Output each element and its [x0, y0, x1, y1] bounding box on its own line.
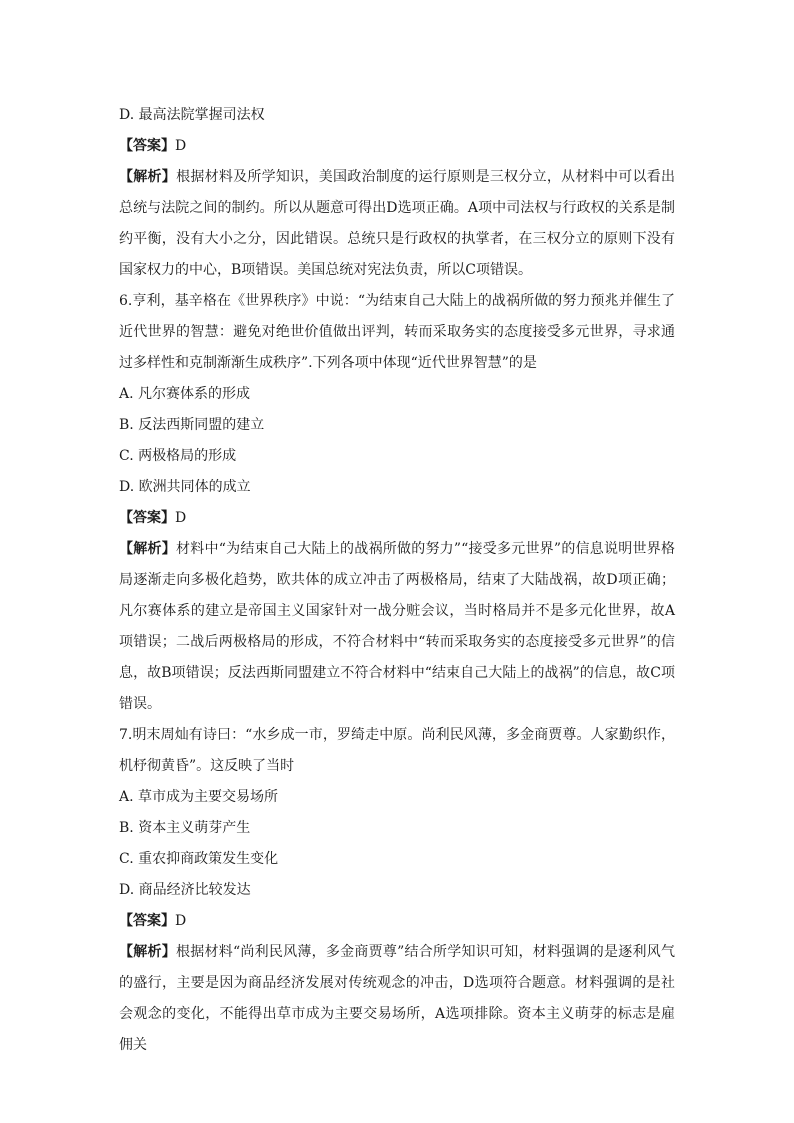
analysis-text: 根据材料及所学知识，美国政治制度的运行原则是三权分立，从材料中可以看出总统与法院之间的制约。所以从题意可得出D选项正确。A项中司法权与行政权的关系是制约平衡，没有大小之分，因此错误。总统只是行政权的执掌者，在三权分立的原则下没有国家权力的中心，B项错误。美国总统对宪法负责，所以C项错误。	[119, 169, 676, 278]
q6-stem: 6.亨利，基辛格在《世界秩序》中说：“为结束自己大陆上的战祸所做的努力预兆并催生了近代世界的智慧：避免对绝世价值做出评判，转而采取务实的态度接受多元世界，寻求通过多样性和克制渐渐生成秩序”.下列各项中体现“近代世界智慧”的是	[119, 293, 675, 371]
answer-tag: 【答案】	[119, 913, 175, 929]
answer-value: D	[175, 138, 187, 154]
prev-question-option-d: D. 最高法院掌握司法权	[119, 107, 265, 123]
analysis-text: 材料中“为结束自己大陆上的战祸所做的努力”“接受多元世界”的信息说明世界格局逐渐走向多极化趋势，欧共体的成立冲击了两极格局，结束了大陆战祸，故D项正确；凡尔赛体系的建立是帝国主义国家针对一战分赃会议，当时格局并不是多元化世界，故A项错误；二战后两极格局的形成，不符合材料中“转而采取务实的态度接受多元世界”的信息，故B项错误；反法西斯同盟建立不符合材料中“结束自己大陆上的战祸”的信息，故C项错误。	[119, 541, 675, 712]
q7-option-a: A. 草市成为主要交易场所	[119, 789, 279, 805]
q7-analysis	[119, 937, 675, 1061]
q7-option-c: C. 重农抑商政策发生变化	[119, 851, 279, 867]
analysis-text: 根据材料“尚利民风薄，多金商贾尊”结合所学知识可知，材料强调的是逐利风气的盛行，主要是因为商品经济发展对传统观念的冲击，D选项符合题意。材料强调的是社会观念的变化，不能得出草市成为主要交易场所，A选项排除。资本主义萌芽的标志是雇佣关	[119, 944, 676, 1053]
q7-stem: 7.明末周灿有诗曰：“水乡成一市，罗绮走中原。尚利民风薄，多金商贾尊。人家勤织作，机杼彻黄昏”。这反映了当时	[119, 727, 675, 774]
document-page	[119, 100, 675, 1061]
answer-value: D	[175, 510, 187, 526]
q6-option-a: A. 凡尔赛体系的形成	[119, 386, 251, 402]
analysis-tag: 【解析】	[119, 944, 176, 960]
q5-answer	[119, 131, 675, 162]
analysis-tag: 【解析】	[119, 541, 176, 557]
q6-option-c: C. 两极格局的形成	[119, 448, 237, 464]
q6-answer	[119, 503, 675, 534]
q6-option-d: D. 欧洲共同体的成立	[119, 479, 251, 495]
answer-value: D	[175, 913, 187, 929]
answer-tag: 【答案】	[119, 510, 175, 526]
q6-analysis	[119, 534, 675, 720]
q7-option-d: D. 商品经济比较发达	[119, 882, 251, 898]
q5-analysis	[119, 162, 675, 286]
analysis-tag: 【解析】	[119, 169, 177, 185]
q6-option-b: B. 反法西斯同盟的建立	[119, 417, 265, 433]
q7-option-b: B. 资本主义萌芽产生	[119, 820, 251, 836]
answer-tag: 【答案】	[119, 138, 175, 154]
q7-answer	[119, 906, 675, 937]
